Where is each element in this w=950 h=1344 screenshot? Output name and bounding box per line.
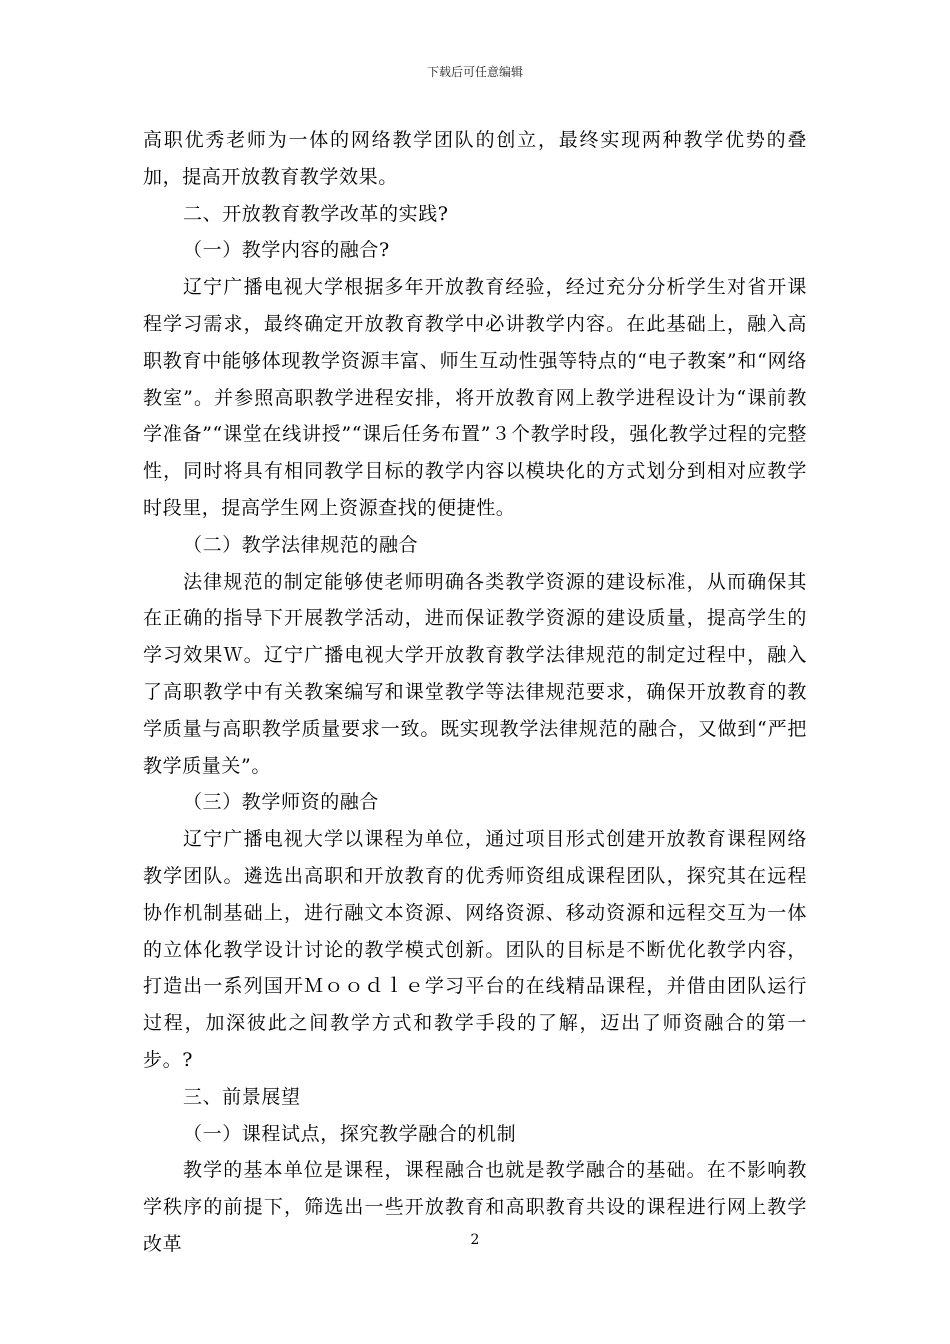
page-header: 下载后可任意编辑 <box>426 65 523 79</box>
paragraph-regulation-fusion: 法律规范的制定能够使老师明确各类教学资源的建设标准，从而确保其在正确的指导下开展教学活动，进而保证教学资源的建设质量，提高学生的学习效果Ｗ。辽宁广播电视大学开放教育教学法律规范的制定过程中，融入了高职教学中有关教案编写和课堂教学等法律规范要求，确保开放教育的教学质量与高职教学质量要求一致。既实现教学法律规范的融合，又做到“严把教学质量关”。 <box>143 570 807 777</box>
paragraph-course-pilot: 教学的基本单位是课程，课程融合也就是教学融合的基础。在不影响教学秩序的前提下，筛选出一些开放教育和高职教育共设的课程进行网上教学改革 <box>143 1159 807 1255</box>
section-heading-practice: 二、开放教育教学改革的实践? <box>183 202 449 225</box>
section-heading-outlook: 三、前景展望 <box>183 1085 301 1108</box>
subheading-course-pilot: （一）课程试点，探究教学融合的机制 <box>183 1122 517 1145</box>
page-number: 2 <box>470 1232 480 1248</box>
subheading-content-fusion: （一）教学内容的融合? <box>183 239 390 262</box>
paragraph-intro: 高职优秀老师为一体的网络教学团队的创立，最终实现两种教学优势的叠加，提高开放教育教学效果。 <box>143 129 807 188</box>
subheading-faculty-fusion: （三）教学师资的融合 <box>183 791 380 814</box>
subheading-regulation-fusion: （二）教学法律规范的融合 <box>183 533 419 556</box>
paragraph-faculty-fusion: 辽宁广播电视大学以课程为单位，通过项目形式创建开放教育课程网络教学团队。遴选出高职和开放教育的优秀师资组成课程团队，探究其在远程协作机制基础上，进行融文本资源、网络资源、移动资源和远程交互为一体的立体化教学设计讨论的教学模式创新。团队的目标是不断优化教学内容，打造出一系列国开Ｍｏｏｄｌｅ学习平台的在线精品课程，并借由团队运行过程，加深彼此之间教学方式和教学手段的了解，迈出了师资融合的第一步。? <box>143 828 807 1071</box>
paragraph-content-fusion: 辽宁广播电视大学根据多年开放教育经验，经过充分分析学生对省开课程学习需求，最终确定开放教育教学中必讲教学内容。在此基础上，融入高职教育中能够体现教学资源丰富、师生互动性强等特点的“电子教案”和“网络教室”。并参照高职教学进程安排，将开放教育网上教学进程设计为“课前教学准备”“课堂在线讲授”“课后任务布置”３个教学时段，强化教学过程的完整性，同时将具有相同教学目标的教学内容以模块化的方式划分到相对应教学时段里，提高学生网上资源查找的便捷性。 <box>143 276 807 519</box>
document-body <box>143 122 807 1263</box>
